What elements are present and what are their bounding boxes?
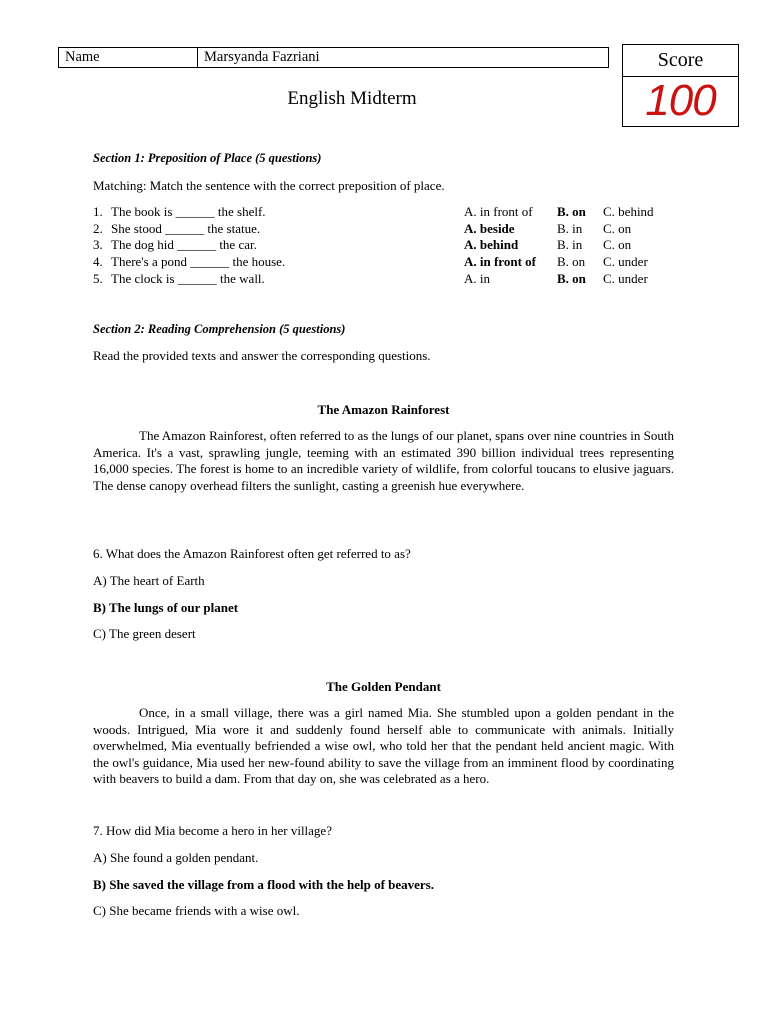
- option-a: A. in: [464, 271, 490, 286]
- option-a-selected: A. behind: [464, 237, 519, 252]
- q6-option-a: A) The heart of Earth: [93, 573, 205, 588]
- option-b: B. in: [557, 221, 583, 236]
- question-text: The book is ______ the shelf.: [111, 204, 266, 219]
- page-title: English Midterm: [287, 88, 417, 109]
- question-text: There's a pond ______ the house.: [111, 254, 286, 269]
- option-b-selected: B. on: [557, 204, 586, 219]
- option-a-selected: A. in front of: [464, 254, 536, 269]
- option-c: C. behind: [603, 204, 654, 219]
- question-number: 5.: [93, 271, 103, 286]
- matching-question-1: [93, 203, 673, 220]
- name-value: Marsyanda Fazriani: [204, 49, 320, 65]
- question-text: The clock is ______ the wall.: [111, 271, 265, 286]
- option-c: C. on: [603, 221, 632, 236]
- q6-option-c: C) The green desert: [93, 626, 196, 641]
- question-text: She stood ______ the statue.: [111, 221, 261, 236]
- matching-question-4: [93, 253, 673, 270]
- question-text: The dog hid ______ the car.: [111, 237, 257, 252]
- matching-question-2: [93, 220, 673, 237]
- option-b: B. in: [557, 237, 583, 252]
- option-c: C. under: [603, 271, 648, 286]
- q7-option-b-selected: B) She saved the village from a flood with the help of beavers.: [93, 877, 434, 892]
- story2-text: Once, in a small village, there was a girl named Mia. She stumbled upon a golden pendant in the woods. Intrigued, Mia wore it and suddenly found herself able to communicate with animals. Initially overwhelmed, Mia eventually befriended a wise owl, who told her that the pendant held ancient magic. With the owl's guidance, Mia used her new-found ability to save the village from an imminent flood by coordinating with beavers to build a dam. From that day on, she was celebrated as a hero.: [93, 705, 674, 787]
- question-number: 2.: [93, 221, 103, 236]
- story1-title: The Amazon Rainforest: [317, 402, 450, 417]
- question-number: 1.: [93, 204, 103, 219]
- story1-text: The Amazon Rainforest, often referred to as the lungs of our planet, spans over nine countries in South America. It's a vast, sprawling jungle, teeming with an estimated 390 billion individual trees representing 16,000 species. The forest is home to an incredible variety of wildlife, from colorful toucans to elusive jaguars. The dense canopy overhead filters the sunlight, casting a greenish hue everywhere.: [93, 428, 674, 493]
- matching-question-3: [93, 236, 673, 253]
- option-a: A. in front of: [464, 204, 533, 219]
- score-box: [622, 44, 739, 127]
- option-b: B. on: [557, 254, 586, 269]
- name-label: Name: [59, 48, 198, 67]
- section2-instruction: Read the provided texts and answer the corresponding questions.: [93, 348, 431, 363]
- question-number: 3.: [93, 237, 103, 252]
- score-value: 100: [645, 76, 716, 125]
- section1-instruction: Matching: Match the sentence with the correct preposition of place.: [93, 178, 445, 193]
- option-c: C. under: [603, 254, 648, 269]
- question-7: 7. How did Mia become a hero in her village?: [93, 823, 332, 838]
- q7-option-c: C) She became friends with a wise owl.: [93, 903, 300, 918]
- score-label: Score: [623, 45, 738, 77]
- name-table: [58, 47, 609, 68]
- q7-option-a: A) She found a golden pendant.: [93, 850, 259, 865]
- story2-title: The Golden Pendant: [326, 679, 441, 694]
- matching-question-5: [93, 270, 673, 287]
- option-a-selected: A. beside: [464, 221, 515, 236]
- section2-heading: Section 2: Reading Comprehension (5 questions): [93, 322, 346, 336]
- question-number: 4.: [93, 254, 103, 269]
- option-c: C. on: [603, 237, 632, 252]
- q6-option-b-selected: B) The lungs of our planet: [93, 600, 239, 615]
- section1-heading: Section 1: Preposition of Place (5 questions): [93, 151, 322, 165]
- option-b-selected: B. on: [557, 271, 586, 286]
- question-6: 6. What does the Amazon Rainforest often get referred to as?: [93, 546, 411, 561]
